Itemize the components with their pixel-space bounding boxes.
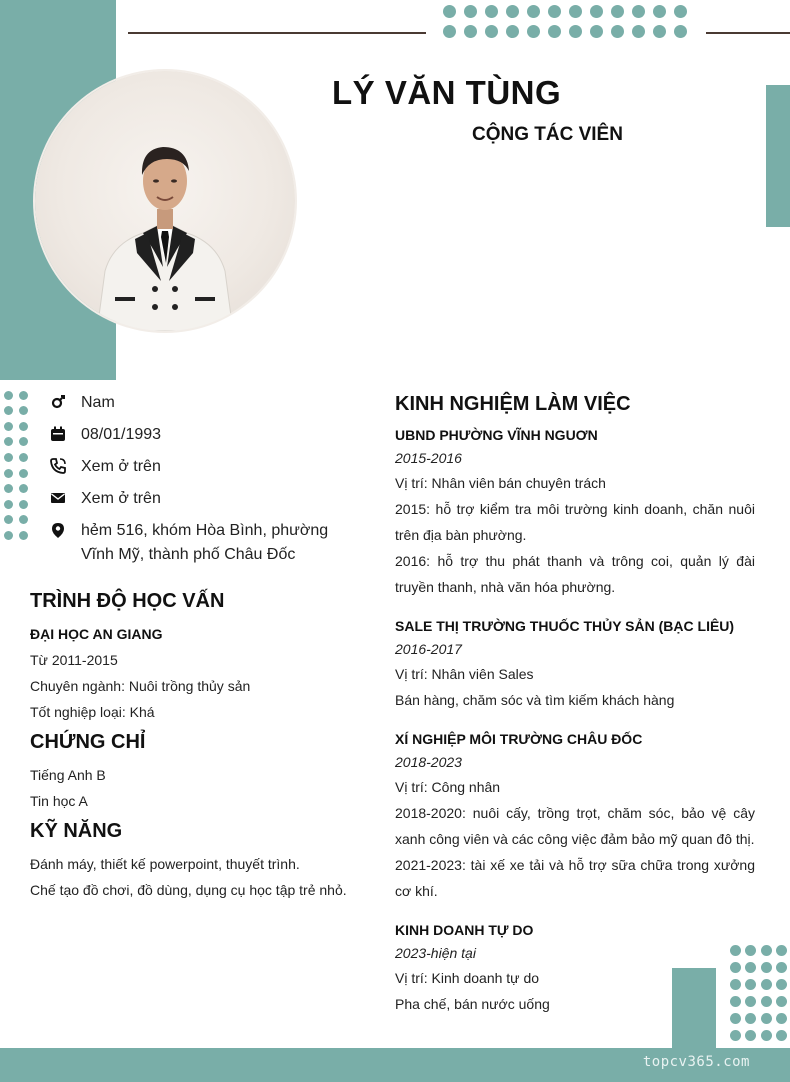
job-position: Vị trí: Nhân viên Sales	[395, 666, 534, 682]
decorative-dot	[19, 406, 28, 415]
job-detail: 2018-2020: nuôi cấy, trồng trọt, chăm sóc, bảo vệ cây xanh công viên và các công việc đảm bảo mỹ quan đô thị.	[395, 805, 755, 847]
decorative-dot	[19, 437, 28, 446]
decorative-dot	[730, 1013, 741, 1024]
decorative-dot	[776, 996, 787, 1007]
decorative-dot	[745, 945, 756, 956]
decorative-dot	[464, 25, 477, 38]
decorative-dot	[776, 1013, 787, 1024]
decorative-dot	[761, 945, 772, 956]
job-detail: Bán hàng, chăm sóc và tìm kiếm khách hàng	[395, 692, 675, 708]
skill-item: Chế tạo đồ chơi, đồ dùng, dụng cụ học tập trẻ nhỏ.	[30, 882, 347, 898]
job-period: 2023-hiện tại	[395, 945, 476, 961]
decorative-dot	[730, 962, 741, 973]
decorative-dot	[730, 979, 741, 990]
decorative-dot	[19, 453, 28, 462]
contact-birthday-text: 08/01/1993	[81, 426, 162, 443]
decorative-dot	[19, 391, 28, 400]
right-teal-bar	[766, 85, 790, 227]
job-company: UBND PHƯỜNG VĨNH NGUƠN	[395, 427, 598, 443]
gender-icon	[48, 392, 68, 412]
decorative-dot	[730, 1030, 741, 1041]
job-company: SALE THỊ TRƯỜNG THUỐC THỦY SẢN (BẠC LIÊU)	[395, 618, 735, 634]
education-line: Tốt nghiệp loại: Khá	[30, 704, 155, 720]
decorative-dot	[653, 5, 666, 18]
job-company: KINH DOANH TỰ DO	[395, 922, 534, 938]
email-icon	[48, 488, 68, 508]
decorative-dot	[4, 437, 13, 446]
decorative-dot	[19, 484, 28, 493]
job-position: Vị trí: Kinh doanh tự do	[395, 970, 540, 986]
contact-birthday	[48, 423, 341, 447]
decorative-dot	[776, 945, 787, 956]
decorative-dot	[745, 979, 756, 990]
person-illustration	[35, 71, 295, 331]
decorative-dot	[674, 5, 687, 18]
job-period: 2016-2017	[395, 641, 462, 657]
contact-gender	[48, 391, 341, 415]
job-detail: 2021-2023: tài xế xe tải và hỗ trợ sữa chữa trong xưởng cơ khí.	[395, 857, 755, 899]
candidate-role: CỘNG TÁC VIÊN	[472, 124, 623, 145]
decorative-dot	[653, 25, 666, 38]
contact-address-text: hẻm 516, khóm Hòa Bình, phường Vĩnh Mỹ, thành phố Châu Đốc	[81, 522, 329, 563]
footer-watermark: topcv365.com	[642, 1054, 750, 1070]
decorative-dot	[632, 25, 645, 38]
decorative-dot	[569, 5, 582, 18]
decorative-dot	[590, 5, 603, 18]
decorative-dot	[443, 25, 456, 38]
job-detail: 2016: hỗ trợ thu phát thanh và trông coi, quản lý đài truyền thanh, nhà văn hóa phường.	[395, 553, 755, 595]
decorative-dot	[569, 25, 582, 38]
decorative-dot	[19, 500, 28, 509]
job-company: XÍ NGHIỆP MÔI TRƯỜNG CHÂU ĐỐC	[395, 731, 643, 747]
education-title: TRÌNH ĐỘ HỌC VẤN	[30, 590, 225, 612]
decorative-dot	[548, 5, 561, 18]
decorative-dot	[443, 5, 456, 18]
decorative-dot	[4, 469, 13, 478]
skills-title: KỸ NĂNG	[30, 820, 123, 842]
location-icon	[48, 520, 68, 540]
decorative-dot	[761, 962, 772, 973]
decorative-dot	[590, 25, 603, 38]
decorative-dot	[745, 1030, 756, 1041]
decorative-dot	[776, 979, 787, 990]
decorative-dot	[4, 422, 13, 431]
decorative-dot	[611, 5, 624, 18]
header-rule-right	[706, 32, 790, 34]
decorative-dot	[730, 996, 741, 1007]
decorative-dot	[4, 391, 13, 400]
skill-item: Đánh máy, thiết kế powerpoint, thuyết trình.	[30, 856, 300, 872]
certificates-title: CHỨNG CHỈ	[30, 731, 146, 753]
decorative-dot	[761, 979, 772, 990]
decorative-dot	[4, 406, 13, 415]
decorative-dot	[761, 1013, 772, 1024]
decorative-dot	[4, 500, 13, 509]
decorative-dot	[4, 531, 13, 540]
job-detail: 2015: hỗ trợ kiểm tra môi trường kinh doanh, chăn nuôi trên địa bàn phường.	[395, 501, 755, 543]
decorative-dot	[506, 5, 519, 18]
contact-phone-text: Xem ở trên	[81, 458, 161, 475]
decorative-dot	[4, 515, 13, 524]
decorative-dot	[761, 996, 772, 1007]
decorative-dot	[745, 996, 756, 1007]
decorative-dot	[527, 25, 540, 38]
decorative-dot	[548, 25, 561, 38]
job-detail: Pha chế, bán nước uống	[395, 996, 550, 1012]
decorative-dot	[674, 25, 687, 38]
education-school: ĐẠI HỌC AN GIANG	[30, 626, 163, 642]
decorative-dot	[776, 962, 787, 973]
job-period: 2015-2016	[395, 450, 462, 466]
contact-email	[48, 487, 341, 511]
contact-address	[48, 519, 341, 567]
certificate-item: Tin học A	[30, 793, 88, 809]
education-line: Từ 2011-2015	[30, 652, 118, 668]
job-position: Vị trí: Công nhân	[395, 779, 501, 795]
header-rule-left	[128, 32, 426, 34]
certificate-item: Tiếng Anh B	[30, 767, 106, 783]
education-line: Chuyên ngành: Nuôi trồng thủy sản	[30, 678, 251, 694]
bottom-right-teal-block	[672, 968, 716, 1048]
decorative-dot	[19, 531, 28, 540]
contact-gender-text: Nam	[81, 394, 115, 411]
job-position: Vị trí: Nhân viên bán chuyên trách	[395, 475, 606, 491]
phone-icon	[48, 456, 68, 476]
contact-email-text: Xem ở trên	[81, 490, 161, 507]
decorative-dot	[19, 515, 28, 524]
decorative-dot	[506, 25, 519, 38]
decorative-dot	[527, 5, 540, 18]
decorative-dot	[776, 1030, 787, 1041]
contact-phone	[48, 455, 341, 479]
decorative-dot	[632, 5, 645, 18]
decorative-dot	[485, 25, 498, 38]
footer-bar	[0, 1048, 790, 1082]
profile-photo	[35, 71, 295, 331]
decorative-dot	[19, 469, 28, 478]
decorative-dot	[4, 484, 13, 493]
decorative-dot	[611, 25, 624, 38]
decorative-dot	[4, 453, 13, 462]
calendar-icon	[48, 424, 68, 444]
decorative-dot	[464, 5, 477, 18]
job-period: 2018-2023	[395, 754, 462, 770]
decorative-dot	[19, 422, 28, 431]
candidate-name: LÝ VĂN TÙNG	[332, 74, 562, 111]
decorative-dot	[745, 962, 756, 973]
decorative-dot	[730, 945, 741, 956]
decorative-dot	[745, 1013, 756, 1024]
decorative-dot	[485, 5, 498, 18]
decorative-dot	[761, 1030, 772, 1041]
experience-title: KINH NGHIỆM LÀM VIỆC	[395, 393, 631, 415]
